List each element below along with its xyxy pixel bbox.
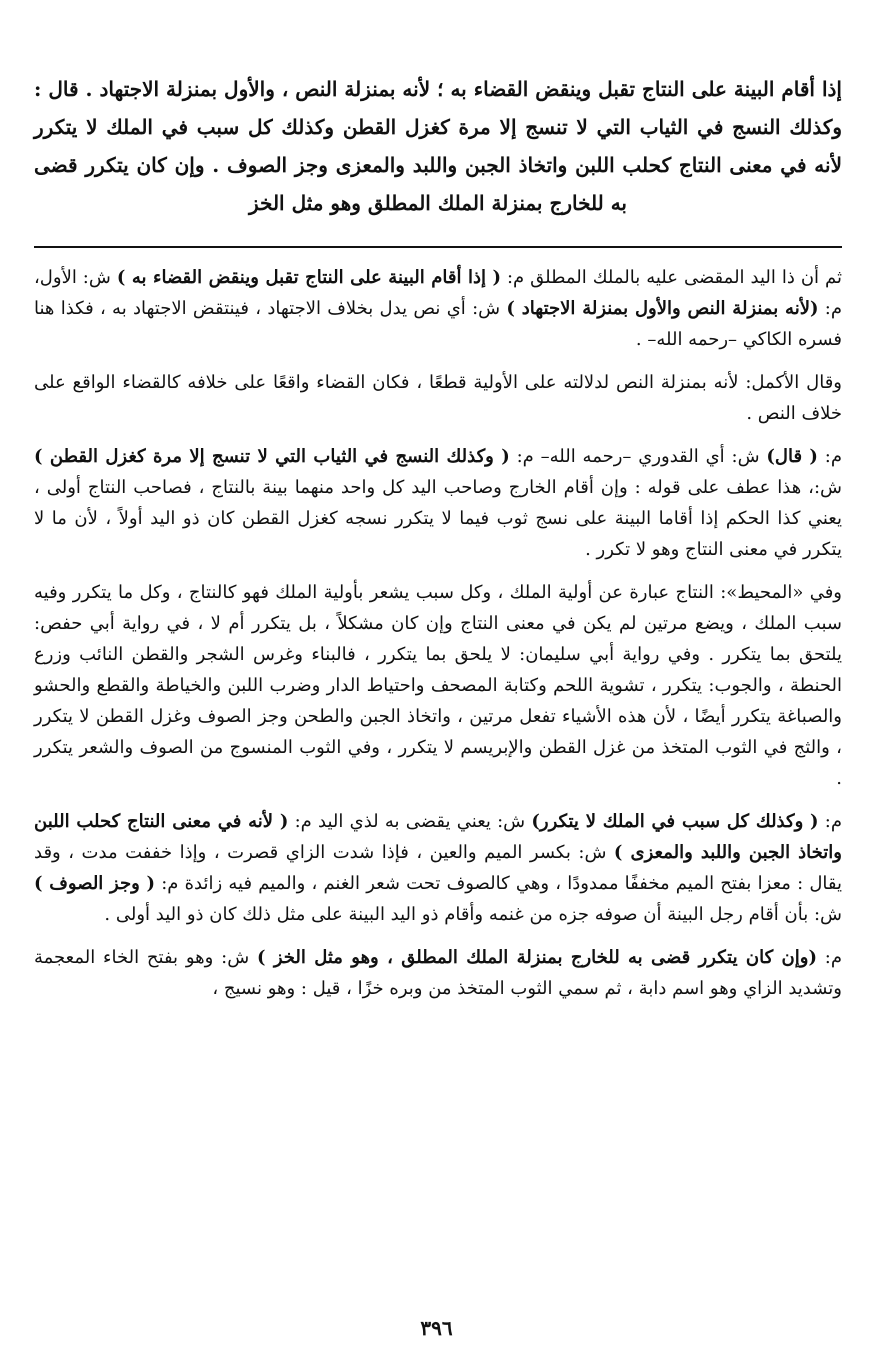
quoted-text: ( وكذلك النسج في الثياب التي لا تنسج إلا مرة كغزل القطن ) — [34, 446, 510, 467]
page-number: ٣٩٦ — [420, 1316, 453, 1340]
quoted-text: (وإن كان يتكرر قضى به للخارج بمنزلة الملك المطلق ، وهو مثل الخز ) — [256, 947, 817, 968]
text-run: ش: بأن أقام رجل البينة أن صوفه جزه من غنمه وأقام ذو اليد البينة على مثل ذلك كان ذو اليد أولى . — [104, 904, 842, 925]
commentary — [34, 262, 842, 1004]
text-run: وفي «المحيط»: النتاج عبارة عن أولية الملك ، وكل سبب يشعر بأولية الملك فهو كالنتاج ، وكل ما يتكرر وفيه سبب الملك ، ويضع مرتين لم يكن في معنى النتاج وإن كان مشكلاً ، بل يتكرر أم لا ، في رواية أبي حفص: يلتحق بما يتكرر . وفي رواية أبي سليمان: لا يلحق بما يتكرر ، فالبناء وغرس الشجر والقطن النائب وزرع الحنطة ، والجوب: يتكرر ، تشوية اللحم وكتابة المصحف واحتياط الدار وضرب اللبن والخياطة والقطع والحشو والصباغة يتكرر أيضًا ، لأن هذه الأشياء تفعل مرتين ، واتخاذ الجبن والطحن وجز الصوف وغزل القطن لا يتكرر ، والثج في الثوب المتخذ من غزل القطن والإبريسم لا يتكرر ، وفي الثوب المنسوج من الصوف والشعر يتكرر . — [34, 582, 842, 789]
text-run: ثم أن ذا اليد المقضى عليه بالملك المطلق م: — [501, 267, 842, 288]
divider-line — [34, 246, 842, 248]
text-run: م: — [816, 947, 842, 968]
quoted-text: ( وكذلك كل سبب في الملك لا يتكرر) — [531, 811, 819, 832]
main-text: إذا أقام البينة على النتاج تقبل وينقض القضاء به ؛ لأنه بمنزلة النص ، والأول بمنزلة الاجتهاد . قال : وكذلك النسج في الثياب التي لا تنسج إلا مرة كغزل القطن وكذلك كل سبب في الملك لا يتكرر لأنه في معنى النتاج كحلب اللبن واتخاذ الجبن واللبد والمعزى وجز الصوف . وإن كان يتكرر قضى به للخارج بمنزلة الملك المطلق وهو مثل الخز — [34, 77, 842, 215]
text-run: ش: وهو بفتح الخاء المعجمة وتشديد الزاي وهو اسم دابة ، ثم سمي الثوب المتخذ من وبره خزًا ، قيل : وهو نسيج ، — [34, 947, 842, 999]
text-run: ش: بكسر الميم والعين ، فإذا شدت الزاي قصرت ، وإذا خففت مدت ، وقد يقال : معزا بفتح الميم مخففًا ممدودًا ، وهي كالصوف تحت شعر الغنم ، والميم فيه زائدة م: — [34, 842, 843, 894]
text-run: ش: يعني يقضى به لذي اليد م: — [288, 811, 532, 832]
commentary-paragraph — [34, 577, 842, 794]
commentary-paragraph — [34, 942, 842, 1004]
text-run: وقال الأكمل: لأنه بمنزلة النص لدلالته على الأولية قطعًا ، فكان القضاء واقعًا على خلافه كالقضاء الواقع على خلاف النص . — [34, 372, 842, 424]
text-run: م: — [817, 446, 842, 467]
commentary-paragraph — [34, 262, 842, 355]
text-run: ش:، هذا عطف على قوله : وإن أقام الخارج وصاحب اليد كل واحد منهما بينة بالنتاج ، فصاحب النتاج أولى ، يعني كذا الحكم إذا أقاما البينة على نسج ثوب فيما لا يتكرر نسجه كغزل القطن كان ذو اليد أولاً ، لأن ما لا يتكرر في معنى النتاج وهو لا تكرر . — [34, 477, 842, 560]
quoted-text: ( وجز الصوف ) — [34, 873, 156, 894]
quoted-text: ( إذا أقام البينة على النتاج تقبل وينقض القضاء به ) — [116, 267, 502, 288]
commentary-paragraph — [34, 367, 842, 429]
commentary-paragraph — [34, 806, 842, 930]
commentary-paragraph — [34, 441, 842, 565]
quoted-text: (لأنه بمنزلة النص والأول بمنزلة الاجتهاد ) — [506, 298, 819, 319]
text-run: م: — [818, 811, 843, 832]
text-run: ش: الأول، م: — [34, 267, 842, 319]
quoted-text: ( لأنه في معنى النتاج كحلب اللبن واتخاذ الجبن واللبد والمعزى ) — [34, 811, 842, 863]
text-run: ش: أي نص يدل بخلاف الاجتهاد ، فينتقض الاجتهاد به ، فكذا هنا فسره الكاكي –رحمه الله– . — [34, 298, 842, 350]
book-page — [34, 70, 842, 1016]
quoted-text: ( قال) — [766, 446, 818, 467]
text-run: ش: أي القدوري –رحمه الله– م: — [509, 446, 767, 467]
